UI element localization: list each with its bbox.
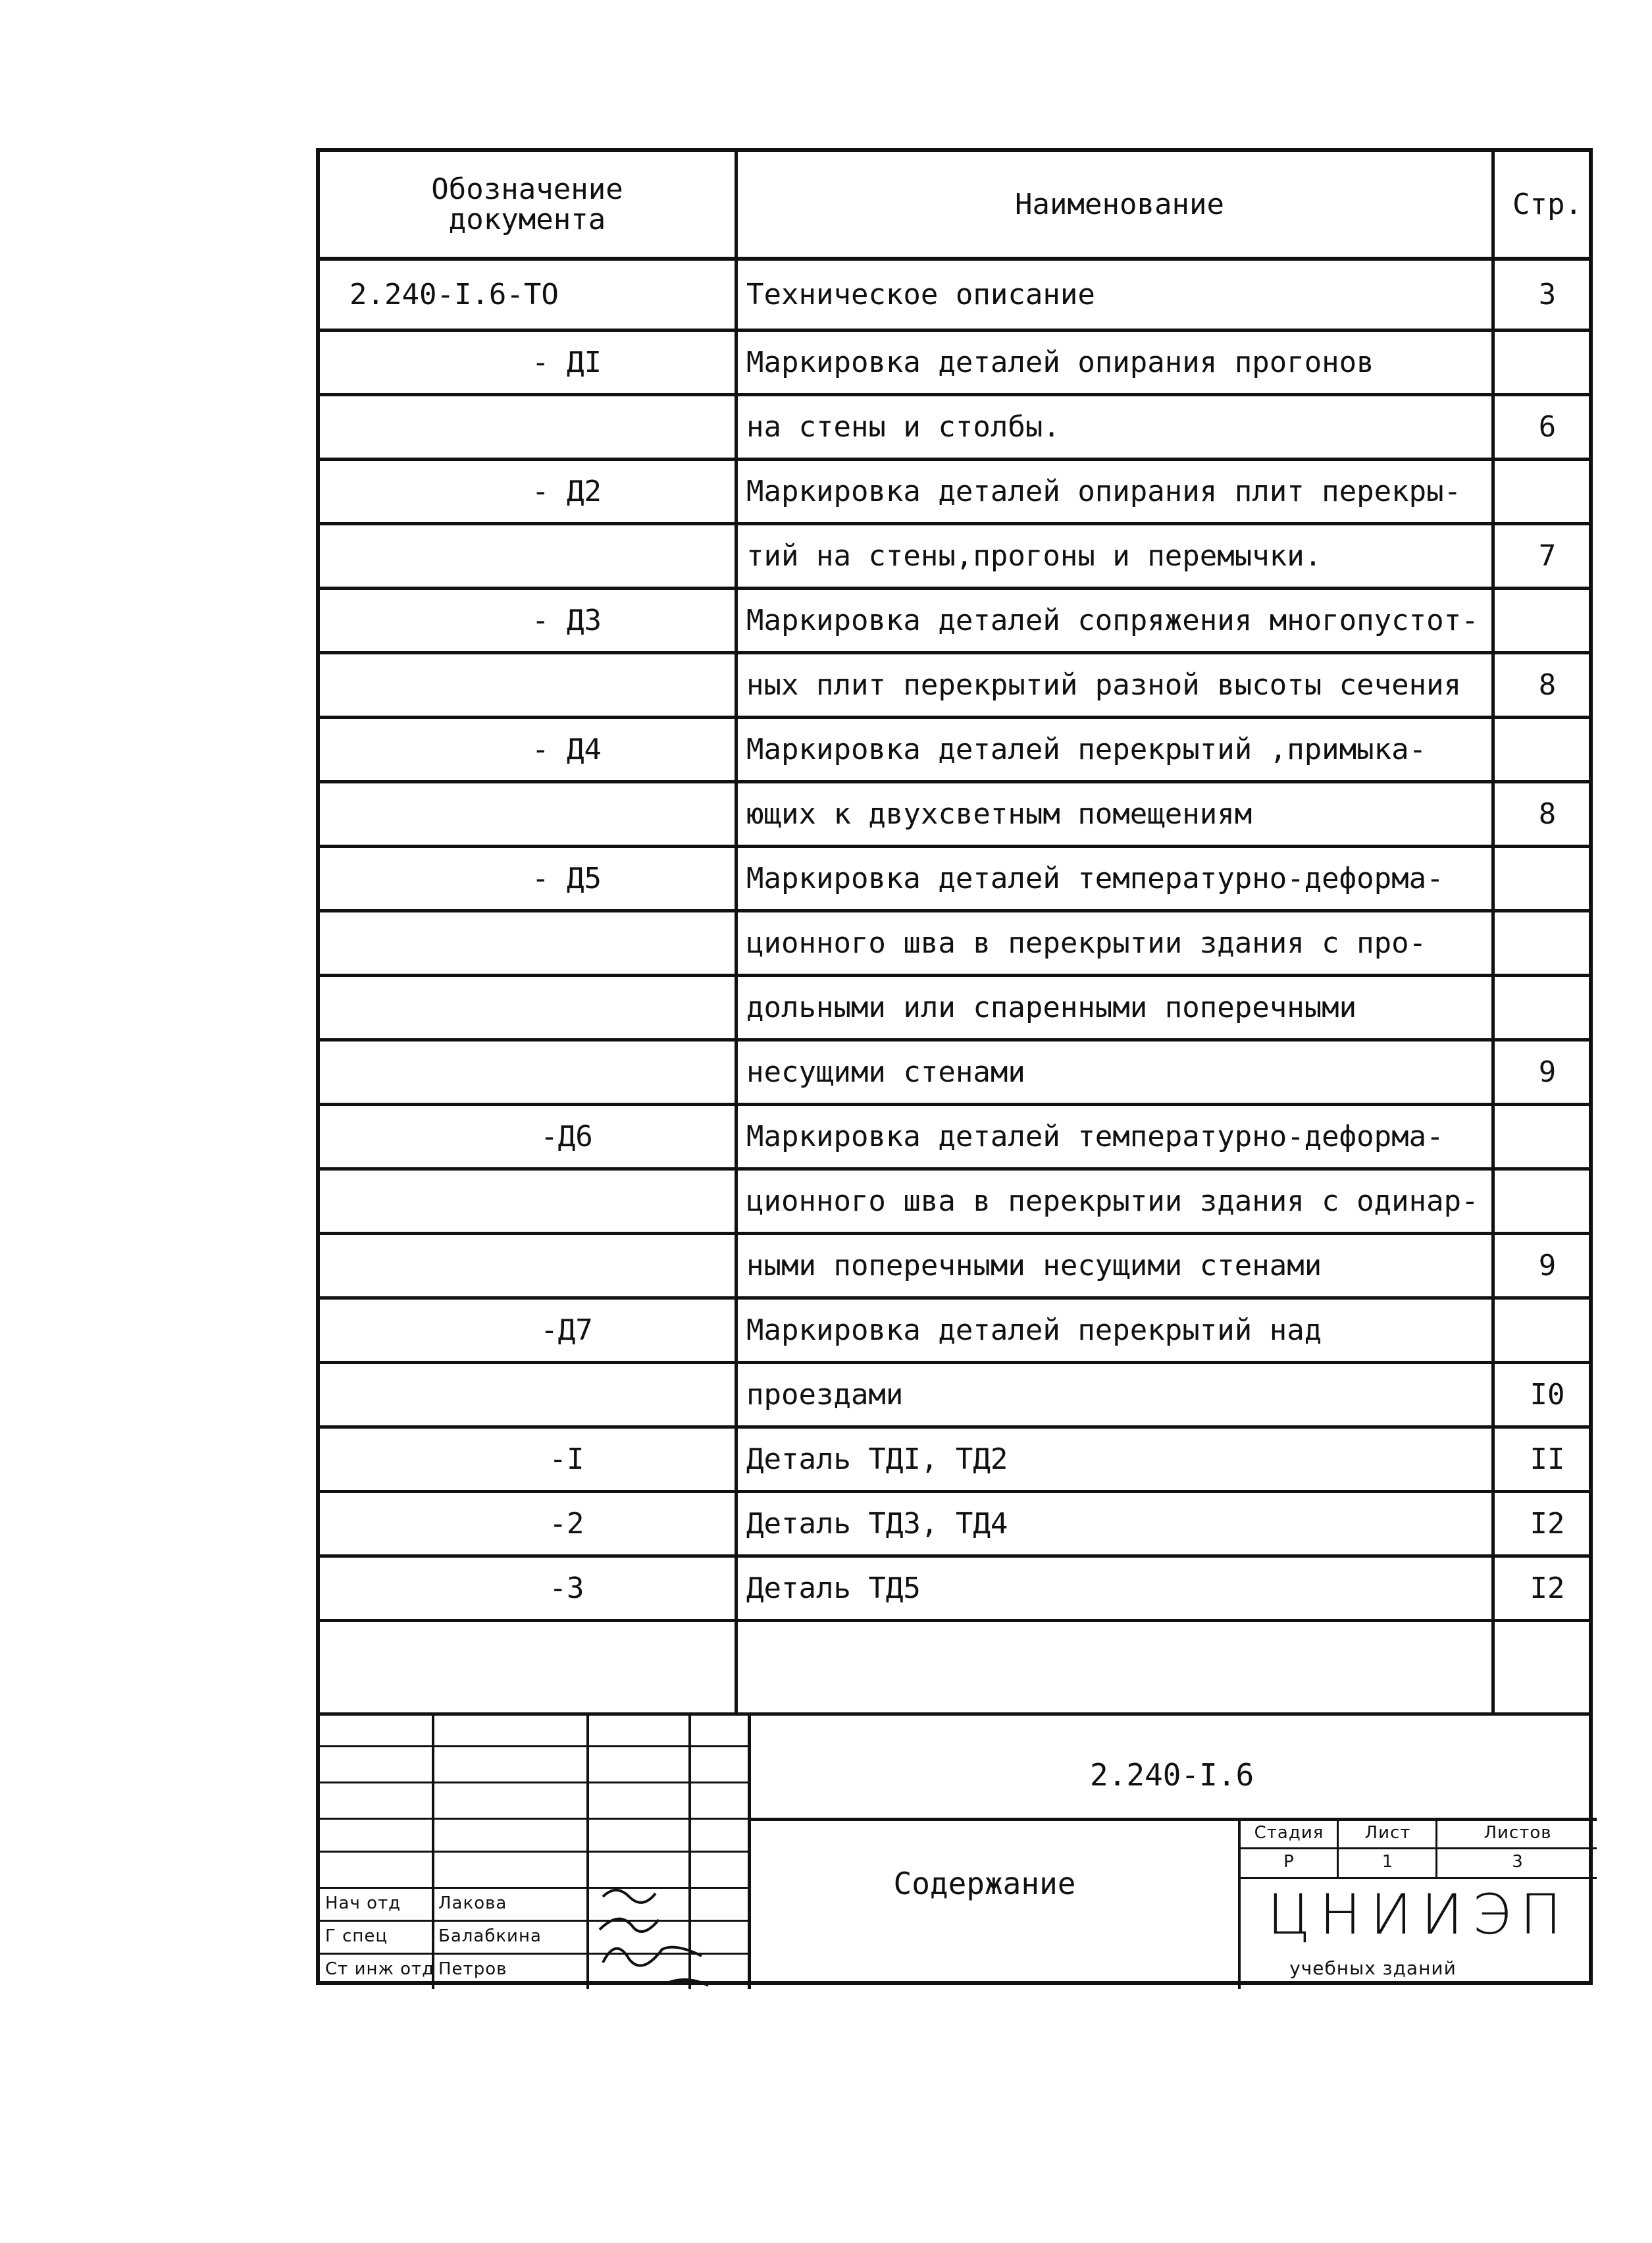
document-name: Маркировка деталей перекрытий ,примыка- <box>746 733 1427 766</box>
header-page: Стр. <box>1512 187 1582 221</box>
document-name: Маркировка деталей опирания прогонов <box>746 346 1374 379</box>
table-row <box>320 461 1589 525</box>
page-number <box>1498 912 1597 974</box>
document-name: тий на стены,прогоны и перемычки. <box>746 539 1322 573</box>
page-number: 8 <box>1538 797 1557 831</box>
document-name: ющих к двухсветным помещениям <box>746 797 1252 831</box>
document-name: Техническое описание <box>746 278 1095 311</box>
table-row <box>320 977 1589 1042</box>
page-number <box>1498 461 1597 522</box>
document-code: - Д3 <box>532 604 602 637</box>
document-name: Маркировка деталей сопряжения многопустот- <box>746 604 1479 637</box>
table-row <box>320 1106 1589 1171</box>
document-code <box>320 1235 735 1296</box>
table-row <box>320 525 1589 590</box>
table-row <box>320 332 1589 396</box>
sheet-label: Лист <box>1364 1823 1411 1843</box>
page-number: 3 <box>1538 278 1557 311</box>
document-name: несущими стенами <box>746 1055 1025 1089</box>
page-number: 6 <box>1538 410 1557 444</box>
document-name: на стены и столбы. <box>746 410 1060 444</box>
page-number: 7 <box>1538 539 1557 573</box>
page-number: II <box>1530 1442 1565 1476</box>
document-code <box>320 912 735 974</box>
table-row <box>320 1364 1589 1429</box>
document-name: Деталь ТД5 <box>746 1571 921 1605</box>
sheets-value: 3 <box>1512 1852 1524 1872</box>
document-code: -3 <box>549 1571 584 1605</box>
table-row <box>320 1042 1589 1106</box>
document-code <box>320 1171 735 1232</box>
table-row <box>320 590 1589 654</box>
page-number <box>1498 1171 1597 1232</box>
document-code: - Д4 <box>532 733 602 766</box>
page-number: I2 <box>1530 1571 1565 1605</box>
signer-role: Нач отд <box>325 1893 401 1913</box>
header-designation: Обозначение документа <box>431 172 623 236</box>
document-name: Деталь ТДI, ТД2 <box>746 1442 1008 1476</box>
signer-role: Ст инж отд <box>325 1959 435 1979</box>
signer-name: Петров <box>438 1959 507 1979</box>
document-code: 2.240-I.6-TO <box>349 278 559 311</box>
document-code: - ДI <box>532 346 602 379</box>
stage-value: Р <box>1283 1852 1295 1872</box>
table-row <box>320 1493 1589 1558</box>
header-name: Наименование <box>1015 187 1224 221</box>
page-number <box>1498 332 1597 393</box>
document-code <box>320 396 735 458</box>
signer-name: Лакова <box>438 1893 507 1913</box>
page-number <box>1498 848 1597 909</box>
signer-role: Г спец <box>325 1926 388 1946</box>
document-code: - Д2 <box>532 475 602 508</box>
doc-code: 2.240-I.6 <box>1090 1757 1254 1793</box>
document-name: ционного шва в перекрытии здания с про- <box>746 926 1427 960</box>
page-number: 8 <box>1538 668 1557 702</box>
table-header <box>320 152 1589 261</box>
document-code <box>320 783 735 845</box>
sheet-value: 1 <box>1381 1852 1394 1872</box>
document-name: дольными или спаренными поперечными <box>746 991 1357 1024</box>
document-sheet <box>316 148 1593 1985</box>
document-code: -Д6 <box>540 1120 593 1153</box>
page-number <box>1498 977 1597 1038</box>
document-name: проездами <box>746 1378 904 1412</box>
organization-subtitle: учебных зданий <box>1289 1957 1457 1979</box>
page-number: I0 <box>1530 1378 1565 1412</box>
document-name: Маркировка деталей температурно-деформа- <box>746 862 1444 895</box>
table-row <box>320 719 1589 783</box>
table-row <box>320 654 1589 719</box>
document-name: Маркировка деталей опирания плит перекры- <box>746 475 1462 508</box>
table-row <box>320 783 1589 848</box>
table-row <box>320 1429 1589 1493</box>
document-name: Маркировка деталей температурно-деформа- <box>746 1120 1444 1153</box>
page-number <box>1498 1106 1597 1167</box>
document-name: ционного шва в перекрытии здания с одинар- <box>746 1184 1479 1218</box>
sheet-title: Содержание <box>893 1866 1076 1901</box>
table-row <box>320 1235 1589 1300</box>
stage-label: Стадия <box>1254 1823 1324 1843</box>
signer-name: Балабкина <box>438 1926 542 1946</box>
table-row <box>320 396 1589 461</box>
page-number: I2 <box>1530 1507 1565 1541</box>
document-code: - Д5 <box>532 862 602 895</box>
document-name: Деталь ТД3, ТД4 <box>746 1507 1008 1541</box>
document-name: ных плит перекрытий разной высоты сечения <box>746 668 1462 702</box>
document-code <box>320 977 735 1038</box>
page-number: 9 <box>1538 1249 1557 1282</box>
table-row <box>320 1300 1589 1364</box>
document-code: -Д7 <box>540 1313 593 1347</box>
document-name: Маркировка деталей перекрытий над <box>746 1313 1322 1347</box>
title-block <box>320 1712 1589 1989</box>
sheets-label: Листов <box>1484 1823 1552 1843</box>
page-number <box>1498 719 1597 780</box>
document-code <box>320 654 735 716</box>
document-code <box>320 525 735 587</box>
table-row <box>320 1171 1589 1235</box>
table-row <box>320 848 1589 912</box>
document-code <box>320 1042 735 1103</box>
table-row <box>320 261 1589 332</box>
table-row <box>320 1558 1589 1622</box>
document-code: -I <box>549 1442 584 1476</box>
page-number <box>1498 1300 1597 1361</box>
page-number: 9 <box>1538 1055 1557 1089</box>
page-number <box>1498 590 1597 651</box>
table-row <box>320 912 1589 977</box>
document-code: -2 <box>549 1507 584 1541</box>
organization-name: ЦНИИЭП <box>1267 1882 1571 1947</box>
document-name: ными поперечными несущими стенами <box>746 1249 1322 1282</box>
document-code <box>320 1364 735 1425</box>
